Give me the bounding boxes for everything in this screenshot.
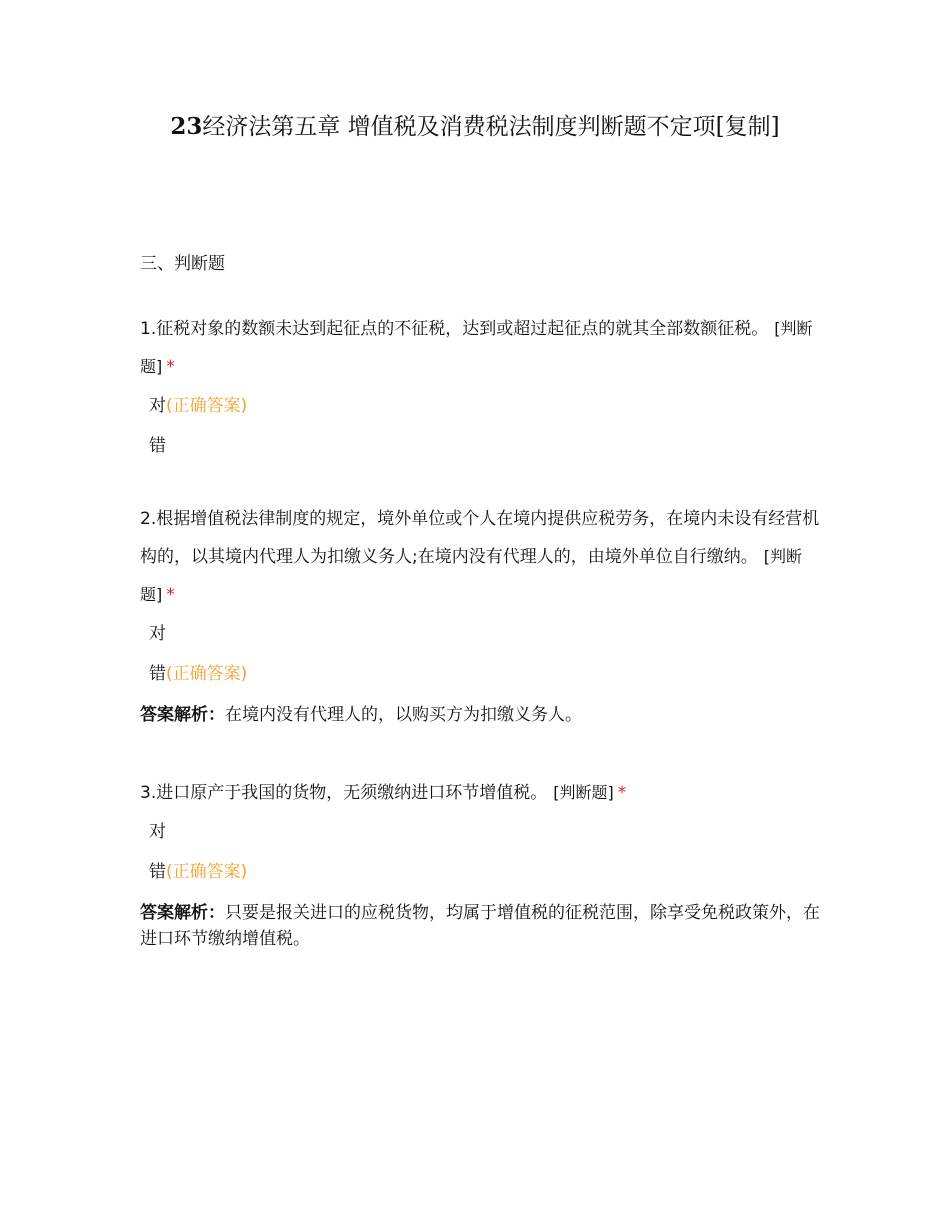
question-type-label: [判断题] [140, 547, 802, 604]
option-label: 对 [149, 624, 166, 644]
option-label: 错 [149, 664, 166, 684]
option-false[interactable] [140, 852, 820, 892]
question-1-text: 1.征税对象的数额未达到起征点的不征税，达到或超过起征点的就其全部数额征税。 [140, 319, 769, 339]
option-false[interactable] [140, 426, 820, 466]
required-mark: * [617, 783, 627, 803]
question-3 [140, 774, 820, 952]
option-false[interactable] [140, 654, 820, 694]
answer-analysis [140, 900, 820, 952]
answer-analysis [140, 702, 820, 728]
option-label: 错 [149, 436, 166, 456]
analysis-label: 答案解析： [140, 903, 225, 923]
question-3-text: 3.进口原产于我国的货物，无须缴纳进口环节增值税。 [140, 783, 548, 803]
question-text [140, 500, 820, 614]
required-mark: * [166, 585, 175, 605]
option-label: 对 [149, 396, 166, 416]
question-type-label: [判断题] [553, 783, 614, 802]
question-type-label: [判断题] [140, 319, 813, 376]
question-text [140, 310, 820, 386]
page-title [0, 112, 950, 142]
option-true[interactable] [140, 812, 820, 852]
option-true[interactable] [140, 386, 820, 426]
question-list [140, 250, 820, 952]
question-2 [140, 500, 820, 728]
analysis-text: 在境内没有代理人的，以购买方为扣缴义务人。 [225, 705, 582, 725]
option-label: 错 [149, 862, 166, 882]
option-true[interactable] [140, 614, 820, 654]
correct-answer-tag: (正确答案) [166, 664, 248, 684]
question-2-text: 2.根据增值税法律制度的规定，境外单位或个人在境内提供应税劳务，在境内未设有经营机构的，以其境内代理人为扣缴义务人;在境内没有代理人的，由境外单位自行缴纳。 [140, 509, 820, 567]
question-1 [140, 310, 820, 466]
correct-answer-tag: (正确答案) [166, 396, 248, 416]
analysis-text: 只要是报关进口的应税货物，均属于增值税的征税范围，除享受免税政策外，在进口环节缴纳增值税。 [140, 903, 820, 949]
correct-answer-tag: (正确答案) [166, 862, 248, 882]
title-number: 23 [170, 113, 203, 140]
section-heading: 三、判断题 [140, 254, 225, 274]
question-text [140, 774, 820, 812]
required-mark: * [166, 357, 175, 377]
title-text: 经济法第五章 增值税及消费税法制度判断题不定项[复制] [202, 114, 780, 140]
option-label: 对 [149, 822, 166, 842]
analysis-label: 答案解析： [140, 705, 225, 725]
